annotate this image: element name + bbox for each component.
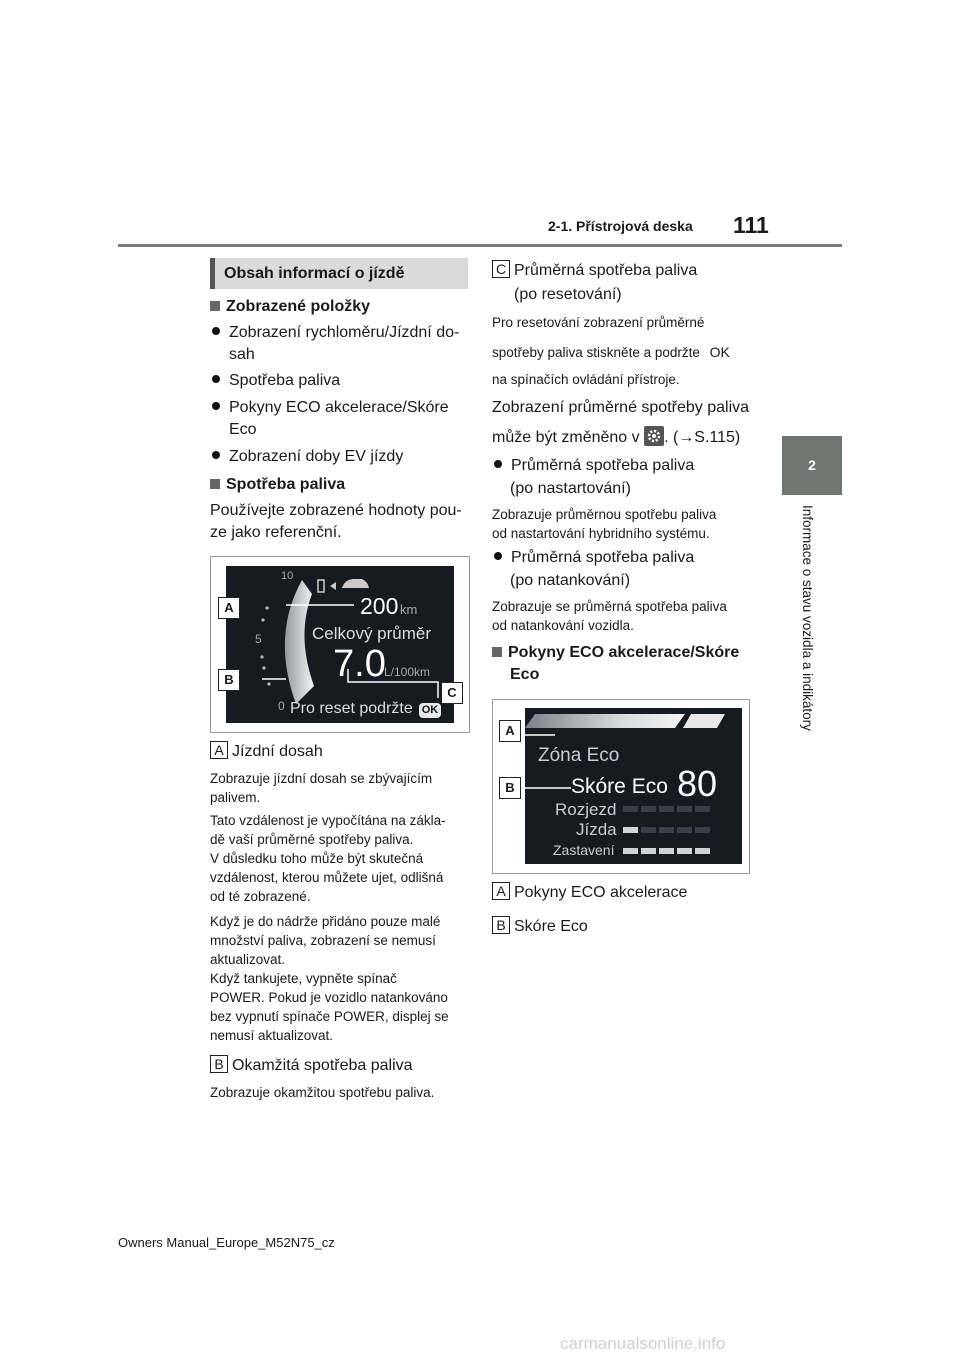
bullet-icon <box>212 375 220 383</box>
eco-segment <box>659 827 674 833</box>
bullet-item-cont: Eco <box>229 421 257 438</box>
gauge-tick-10: 10 <box>281 570 294 582</box>
page-number: 111 <box>733 212 769 238</box>
footer-manual-id: Owners Manual_Europe_M52N75_cz <box>118 1235 335 1250</box>
eco-bars <box>525 708 742 864</box>
eco-row-label-start: Rozjezd <box>555 800 617 819</box>
eco-segment <box>623 806 638 812</box>
fuel-intro: Používejte zobrazené hodnoty pou- <box>210 502 462 519</box>
eco-segment <box>695 827 710 833</box>
legend-a: A Pokyny ECO akcelerace <box>492 882 687 904</box>
item-b-title: B Okamžitá spotřeba paliva <box>210 1055 413 1077</box>
header-rule <box>118 244 842 247</box>
label-box-b: B <box>210 1055 228 1073</box>
bullet-icon <box>212 451 220 459</box>
callout-c: C <box>441 682 463 704</box>
eco-segment <box>623 827 638 833</box>
item-a-text2: Tato vzdálenost je vypočítána na zákla- dě vaší průměrné spotřeby paliva. V důsledku toho může být skutečná vzdálenost, kterou můžete ujet, odlišná od té zobrazené. <box>210 813 446 904</box>
callout-b: B <box>218 669 240 691</box>
item-a-title: A Jízdní dosah <box>210 741 323 763</box>
bullet-item-cont: (po natankování) <box>510 572 631 589</box>
item-c-text: na spínačích ovládání přístroje. <box>492 372 680 387</box>
label-box-a: A <box>210 741 228 759</box>
eco-segment <box>641 806 656 812</box>
bullet2-text: Zobrazuje se průměrná spotřeba paliva od natankování vozidla. <box>492 599 727 633</box>
eco-row-label-stop: Zastavení <box>553 842 615 858</box>
bullet-item: Pokyny ECO akcelerace/Skóre <box>212 397 449 419</box>
item-a-text1: Zobrazuje jízdní dosah se zbývajícím palivem. <box>210 771 433 805</box>
bullet-item: Průměrná spotřeba paliva <box>494 547 694 569</box>
eco-heading-cont: Eco <box>510 666 540 683</box>
gauge-tick-5: 5 <box>255 632 262 646</box>
bullet-item: Průměrná spotřeba paliva <box>494 455 694 477</box>
eco-segment <box>695 848 710 854</box>
average-unit: L/100km <box>384 665 431 679</box>
eco-segment <box>623 848 638 854</box>
eco-segment <box>695 806 710 812</box>
eco-zone-label: Zóna Eco <box>538 745 620 766</box>
chapter-tab: 2 <box>782 436 842 495</box>
average-label: Celkový průměr <box>312 624 432 643</box>
callout-a: A <box>499 720 521 742</box>
gauge-tick-0: 0 <box>278 699 285 713</box>
cluster-display <box>226 566 454 723</box>
eco-segment <box>659 848 674 854</box>
item-c-text: spotřeby paliva stiskněte a podržte OK <box>492 344 730 360</box>
eco-row-label-drive: Jízda <box>576 820 617 839</box>
eco-segment <box>659 806 674 812</box>
bullet-item: Spotřeba paliva <box>212 370 340 392</box>
ok-button-icon: OK <box>419 703 441 718</box>
chapter-title: Informace o stavu vozidla a indikátory <box>800 505 815 731</box>
figure-fuel-display <box>210 556 470 733</box>
eco-score-value: 80 <box>677 763 718 804</box>
square-bullet-icon <box>210 301 220 311</box>
change-text: může být změněno v . (→S.115) <box>492 426 740 449</box>
arrow-icon: → <box>678 429 695 446</box>
figure-eco-display <box>492 699 750 874</box>
callout-b: B <box>499 777 521 799</box>
square-bullet-icon <box>492 647 502 657</box>
bullet-icon <box>212 402 220 410</box>
eco-display <box>525 708 742 864</box>
section-title: Obsah informací o jízdě <box>210 258 468 289</box>
legend-b: B Skóre Eco <box>492 916 588 938</box>
ok-switch-icon: OK <box>709 344 730 360</box>
eco-segment <box>677 806 692 812</box>
label-box-a: A <box>492 882 510 900</box>
bullet-icon <box>494 460 502 468</box>
fuel-heading: Spotřeba paliva <box>210 474 345 496</box>
eco-segment <box>677 827 692 833</box>
settings-gear-icon <box>644 426 664 446</box>
item-c-title-cont: (po resetování) <box>514 286 622 303</box>
bullet-icon <box>212 327 220 335</box>
displayed-items-heading: Zobrazené položky <box>210 296 370 318</box>
label-box-c: C <box>492 260 510 278</box>
item-b-text: Zobrazuje okamžitou spotřebu paliva. <box>210 1085 435 1100</box>
change-text: Zobrazení průměrné spotřeby paliva <box>492 399 750 416</box>
item-c-text: Pro resetování zobrazení průměrné <box>492 315 705 330</box>
eco-heading: Pokyny ECO akcelerace/Skóre <box>492 642 739 664</box>
callout-a: A <box>218 597 240 619</box>
average-value: 7.0 <box>333 643 386 685</box>
bullet-item-cont: sah <box>229 346 255 363</box>
watermark: carmanualsonline.info <box>560 1334 726 1353</box>
item-c-title: C Průměrná spotřeba paliva <box>492 260 697 282</box>
bullet1-text: Zobrazuje průměrnou spotřebu paliva od nastartování hybridního systému. <box>492 507 717 541</box>
bullet-item-cont: (po nastartování) <box>510 480 631 497</box>
eco-segment <box>641 827 656 833</box>
eco-score-label: Skóre Eco <box>571 775 668 798</box>
label-box-b: B <box>492 916 510 934</box>
item-a-text3: Když je do nádrže přidáno pouze malé množství paliva, zobrazení se nemusí aktualizovat. Když tankujete, vypněte spínač POWER. Pokud je vozidlo natankováno bez vypnutí spínače POWER, displej se nemusí aktualizovat. <box>210 914 449 1043</box>
fuel-intro: ze jako referenční. <box>210 524 342 541</box>
bullet-icon <box>494 552 502 560</box>
eco-segment <box>641 848 656 854</box>
reset-hint: Pro reset podržte <box>290 700 413 717</box>
running-section-title: 2-1. Přístrojová deska <box>548 218 693 234</box>
square-bullet-icon <box>210 479 220 489</box>
eco-segment <box>677 848 692 854</box>
bullet-item: Zobrazení rychloměru/Jízdní do- <box>212 322 459 344</box>
page-reference-link[interactable]: S.115) <box>694 429 741 446</box>
range-value: 200 <box>360 593 399 619</box>
range-unit: km <box>400 602 418 617</box>
bullet-item: Zobrazení doby EV jízdy <box>212 446 403 468</box>
